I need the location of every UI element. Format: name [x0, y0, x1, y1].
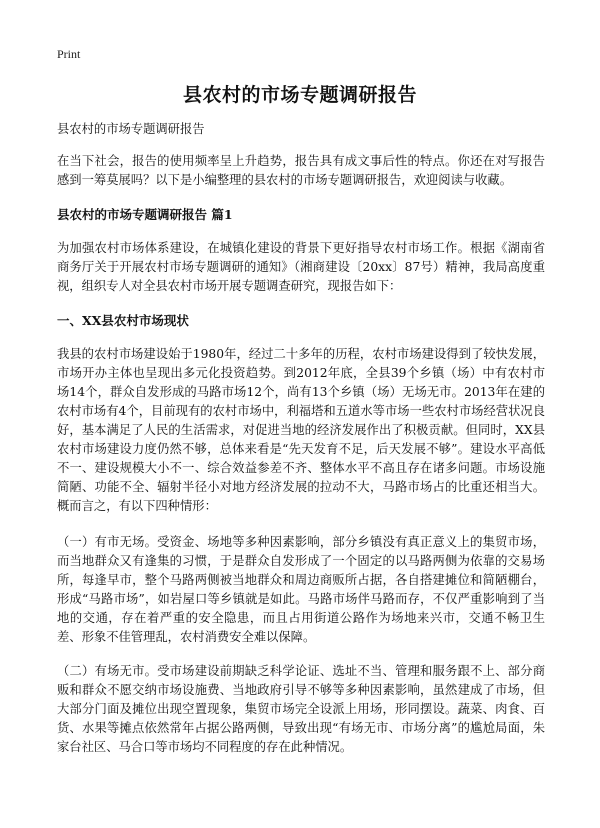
- print-link[interactable]: Print: [57, 47, 81, 61]
- paragraph-4: （二）有场无市。受市场建设前期缺乏科学论证、选址不当、管理和服务跟不上、部分商贩和群众不愿交纳市场设施费、当地政府引导不够等多种因素影响，虽然建成了市场，但大部分门面及摊位出现空置现象，集贸市场完全设派上用场，形同摆设。蔬菜、肉食、百货、水果等摊点依然常年占据公路两侧，导致出现“有场无市、市场分离”的尴尬局面，朱家台社区、马合口等市场均不同程度的存在此种情况。: [57, 664, 545, 754]
- section-title: 县农村的市场专题调研报告 篇1: [57, 207, 233, 222]
- document-title: 县农村的市场专题调研报告: [182, 84, 417, 106]
- document-body: [57, 120, 545, 757]
- heading-1: 一、XX县农村市场现状: [57, 313, 189, 328]
- paragraph-3: （一）有市无场。受资金、场地等多种因素影响，部分乡镇没有真正意义上的集贸市场，而当地群众又有逢集的习惯，于是群众自发形成了一个固定的以马路两侧为依靠的交易场所，每逢早市，整个马路两侧被当地群众和周边商贩所占据，各自搭建摊位和简陋棚台，形成“马路市场”，如岩屋口等乡镇就是如此。马路市场伴马路而存，不仅严重影响到了当地的交通，存在着严重的安全隐患，而且占用街道公路作为场地来兴市，交通不畅卫生差、形象不佳管理乱，农村消费安全难以保障。: [57, 535, 545, 644]
- document-subtitle: 县农村的市场专题调研报告: [57, 122, 205, 136]
- intro-paragraph: 在当下社会，报告的使用频率呈上升趋势，报告具有成文事后性的特点。你还在对写报告感到一筹莫展吗？以下是小编整理的县农村的市场专题调研报告，欢迎阅读与收藏。: [57, 154, 545, 187]
- paragraph-1: 为加强农村市场体系建设，在城镇化建设的背景下更好指导农村市场工作。根据《湖南省商务厅关于开展农村市场专题调研的通知》（湘商建设〔20xx〕87号）精神，我局高度重视，组织专人对全县农村市场开展专题调查研究，现报告如下：: [57, 241, 545, 293]
- paragraph-2: 我县的农村市场建设始于1980年，经过二十多年的历程，农村市场建设得到了较快发展，市场开办主体也呈现出多元化投资趋势。到2012年底，全县39个乡镇（场）中有农村市场14个，群众自发形成的马路市场12个，尚有13个乡镇（场）无场无市。2013年在建的农村市场有4个，目前现有的农村市场中，利福塔和五道水等市场一些农村市场经营状况良好，基本满足了人民的生活需求，对促进当地的经济发展作出了积极贡献。但同时，XX县农村市场建设力度仍然不够，总体来看是“先天发育不足，后天发展不够”。建设水平高低不一、建设规模大小不一、综合效益参差不齐、整体水平不高且存在诸多问题。市场设施简陋、功能不全、辐射半径小对地方经济发展的拉动不大，马路市场占的比重还相当大。概而言之，有以下四种情形：: [57, 347, 545, 513]
